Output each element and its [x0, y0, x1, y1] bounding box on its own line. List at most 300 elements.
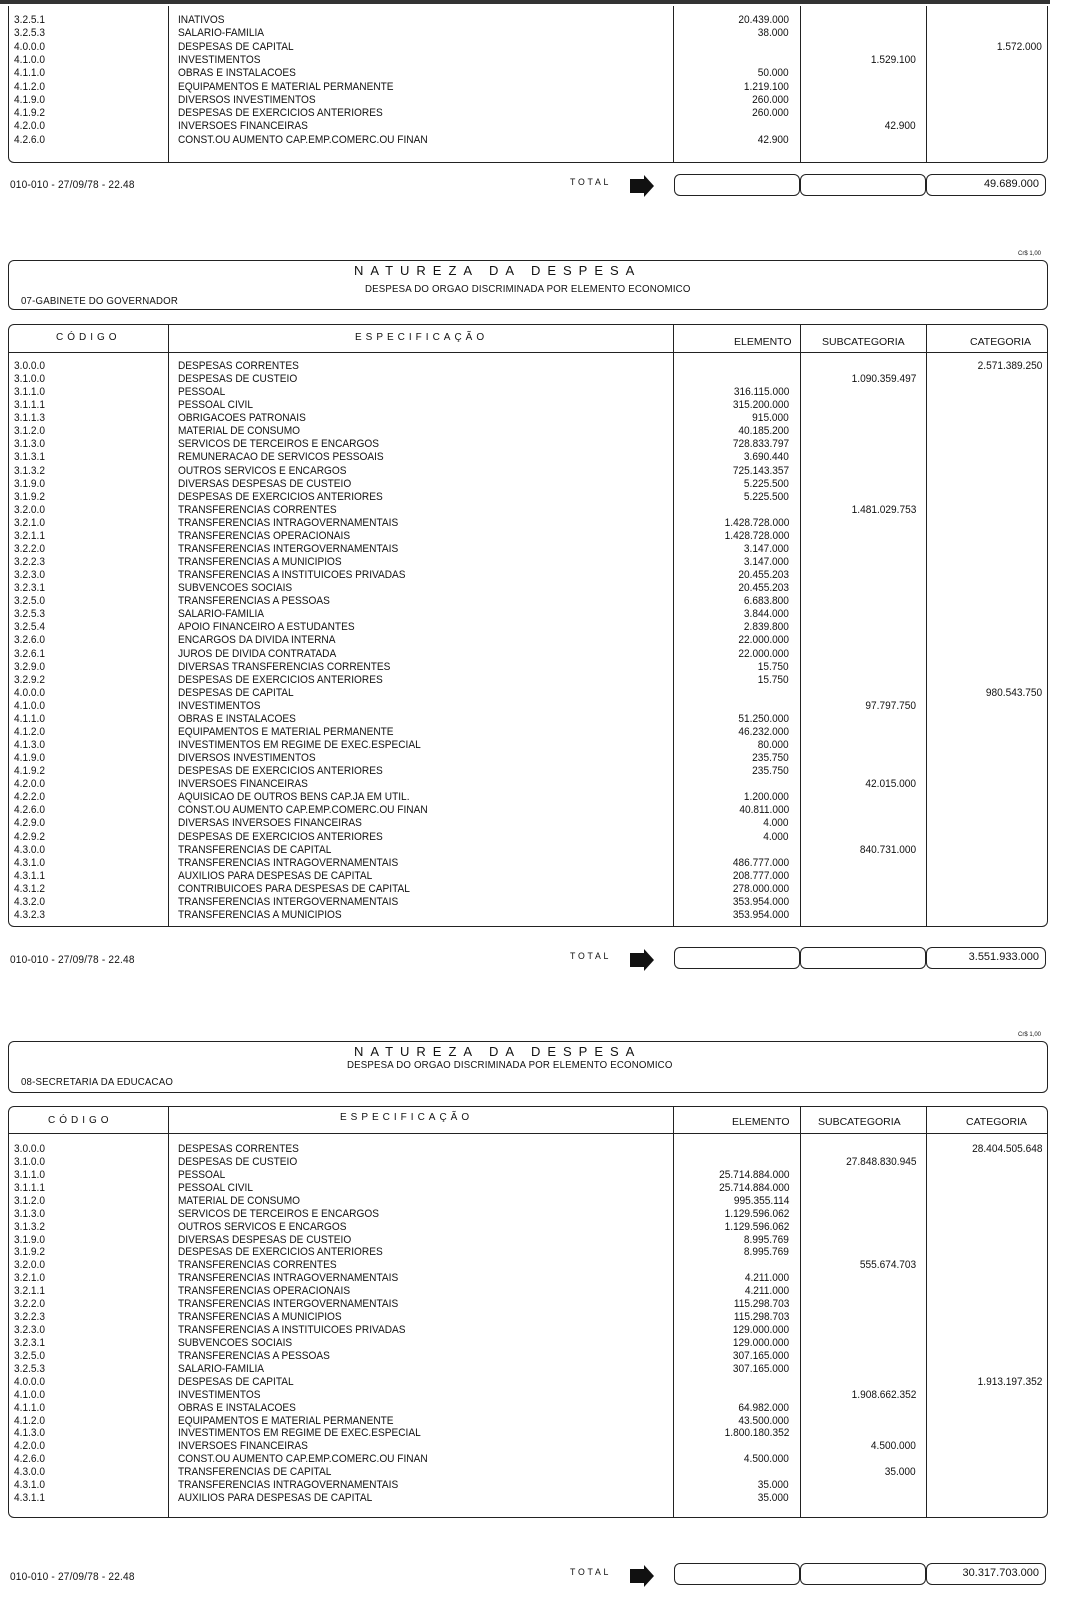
row-especificacao: DESPESAS DE EXERCICIOS ANTERIORES [178, 830, 383, 843]
row-elemento: 3.844.000 [743, 608, 789, 621]
row-codigo: 3.0.0.0 [14, 1143, 45, 1155]
row-elemento: 8.995.769 [743, 1233, 789, 1246]
row-especificacao: OBRAS E INSTALACOES [178, 1401, 296, 1414]
row-codigo: 4.0.0.0 [14, 1375, 45, 1388]
row-codigo: 3.2.1.0 [14, 516, 45, 529]
row-subcategoria: 1.481.029.753 [851, 503, 916, 516]
row-elemento: 20.439.000 [738, 14, 789, 26]
table-row [0, 41, 1072, 54]
column-header-elemento: ELEMENTO [732, 1116, 790, 1128]
table-row [0, 909, 1072, 922]
row-especificacao: INVESTIMENTOS EM REGIME DE EXEC.ESPECIAL [178, 739, 421, 752]
row-especificacao: DIVERSOS INVESTIMENTOS [178, 752, 316, 765]
report-footer-id: 010-010 - 27/09/78 - 22.48 [10, 954, 135, 966]
currency-unit: Cr$ 1,00 [1018, 251, 1042, 257]
row-elemento: 3.147.000 [743, 542, 789, 555]
table-row [0, 1195, 1072, 1208]
row-subcategoria: 555.674.703 [859, 1259, 916, 1272]
row-especificacao: EQUIPAMENTOS E MATERIAL PERMANENTE [178, 80, 394, 93]
table-row [0, 27, 1072, 40]
table-row [0, 739, 1072, 752]
row-especificacao: SUBVENCOES SOCIAIS [178, 1336, 293, 1349]
row-elemento: 307.165.000 [732, 1349, 789, 1362]
table-row [0, 648, 1072, 661]
table-row [0, 1311, 1072, 1324]
row-subcategoria: 42.900 [885, 120, 916, 133]
row-especificacao: DIVERSAS DESPESAS DE CUSTEIO [178, 1233, 352, 1246]
row-elemento: 316.115.000 [733, 386, 789, 399]
report-title: NATUREZA DA DESPESA [354, 263, 642, 278]
row-elemento: 235.750 [752, 765, 789, 778]
row-elemento: 3.147.000 [743, 556, 789, 569]
row-elemento: 20.455.203 [738, 582, 789, 595]
total-categoria-box [926, 174, 1046, 196]
row-especificacao: MATERIAL DE CONSUMO [178, 1194, 301, 1207]
row-especificacao: TRANSFERENCIAS INTRAGOVERNAMENTAIS [178, 1479, 399, 1492]
orgao-label: 07-GABINETE DO GOVERNADOR [21, 295, 179, 307]
row-codigo: 4.0.0.0 [14, 686, 45, 699]
table-row [0, 687, 1072, 700]
currency-unit: Cr$ 1,00 [1018, 1032, 1042, 1038]
table-row [0, 1246, 1072, 1259]
row-subcategoria: 1.529.100 [870, 53, 916, 66]
row-codigo: 4.1.9.2 [14, 107, 45, 120]
row-codigo: 3.2.3.0 [14, 569, 45, 582]
row-codigo: 4.1.0.0 [14, 53, 45, 66]
row-codigo: 4.2.0.0 [14, 120, 45, 133]
row-codigo: 4.3.1.2 [14, 882, 45, 895]
row-especificacao: PESSOAL [178, 1168, 226, 1181]
table-row [0, 713, 1072, 726]
row-codigo: 3.1.3.0 [14, 438, 45, 451]
table-row [0, 1492, 1072, 1505]
row-codigo: 4.1.9.2 [14, 765, 45, 778]
column-header-codigo: CÓDIGO [56, 332, 121, 343]
row-codigo: 4.2.0.0 [14, 778, 45, 791]
table-row [0, 465, 1072, 478]
row-subcategoria: 35.000 [885, 1466, 916, 1479]
report-footer-id: 010-010 - 27/09/78 - 22.48 [10, 179, 135, 191]
row-codigo: 4.1.9.0 [14, 93, 45, 106]
row-especificacao: OBRAS E INSTALACOES [178, 712, 296, 725]
row-especificacao: SALARIO-FAMILIA [178, 1362, 265, 1375]
row-codigo: 4.1.1.0 [14, 67, 45, 80]
row-especificacao: EQUIPAMENTOS E MATERIAL PERMANENTE [178, 725, 394, 738]
row-especificacao: TRANSFERENCIAS OPERACIONAIS [178, 529, 351, 542]
total-categoria-box [926, 1563, 1046, 1585]
row-codigo: 3.2.3.1 [14, 1336, 45, 1349]
row-categoria: 980.543.750 [985, 686, 1042, 699]
row-elemento: 22.000.000 [738, 634, 789, 647]
row-elemento: 129.000.000 [732, 1324, 789, 1337]
row-elemento: 1.428.728.000 [724, 529, 789, 542]
table-row [0, 1376, 1072, 1389]
table-row [0, 107, 1072, 120]
header-divider [8, 1133, 1048, 1134]
total-value: 3.551.933.000 [968, 951, 1039, 963]
row-elemento: 4.000 [763, 817, 789, 830]
row-codigo: 3.1.1.1 [14, 1181, 45, 1194]
row-subcategoria: 97.797.750 [865, 699, 916, 712]
row-elemento: 42.900 [758, 133, 789, 146]
row-codigo: 3.2.5.1 [14, 14, 45, 26]
row-elemento: 5.225.500 [743, 490, 789, 503]
table-row [0, 608, 1072, 621]
row-codigo: 3.2.1.0 [14, 1272, 45, 1285]
row-especificacao: OBRIGACOES PATRONAIS [178, 412, 306, 425]
row-codigo: 3.2.1.1 [14, 529, 45, 542]
table-row [0, 1169, 1072, 1182]
row-especificacao: TRANSFERENCIAS A MUNICIPIOS [178, 1311, 342, 1324]
table-row [0, 14, 1072, 27]
row-subcategoria: 42.015.000 [865, 778, 916, 791]
table-row [0, 896, 1072, 909]
row-elemento: 725.143.357 [732, 464, 789, 477]
table-row [0, 438, 1072, 451]
row-codigo: 3.2.5.3 [14, 27, 45, 40]
table-row [0, 857, 1072, 870]
row-especificacao: INVESTIMENTOS [178, 699, 261, 712]
row-elemento: 20.455.203 [738, 569, 789, 582]
row-elemento: 486.777.000 [732, 856, 789, 869]
row-codigo: 3.2.0.0 [14, 1259, 45, 1272]
row-especificacao: TRANSFERENCIAS INTERGOVERNAMENTAIS [178, 895, 399, 908]
table-row [0, 1389, 1072, 1402]
row-elemento: 3.690.440 [743, 451, 789, 464]
row-elemento: 915.000 [752, 412, 789, 425]
table-row [0, 765, 1072, 778]
row-especificacao: DIVERSOS INVESTIMENTOS [178, 93, 316, 106]
table-row [0, 1143, 1072, 1156]
row-codigo: 3.1.3.0 [14, 1207, 45, 1220]
row-especificacao: AUXILIOS PARA DESPESAS DE CAPITAL [178, 1492, 373, 1505]
table-row [0, 582, 1072, 595]
row-especificacao: CONST.OU AUMENTO CAP.EMP.COMERC.OU FINAN [178, 804, 428, 817]
row-especificacao: SALARIO-FAMILIA [178, 27, 265, 40]
table-row [0, 373, 1072, 386]
column-header-categoria: CATEGORIA [966, 1116, 1028, 1128]
row-codigo: 4.2.6.0 [14, 804, 45, 817]
row-subcategoria: 1.908.662.352 [851, 1388, 916, 1401]
row-especificacao: MATERIAL DE CONSUMO [178, 425, 301, 438]
row-especificacao: TRANSFERENCIAS INTRAGOVERNAMENTAIS [178, 1272, 399, 1285]
row-especificacao: TRANSFERENCIAS CORRENTES [178, 1259, 337, 1272]
row-especificacao: TRANSFERENCIAS CORRENTES [178, 503, 337, 516]
row-especificacao: DIVERSAS DESPESAS DE CUSTEIO [178, 477, 352, 490]
column-header-elemento: ELEMENTO [734, 336, 792, 348]
arrow-right-icon [630, 953, 644, 967]
row-elemento: 995.355.114 [733, 1194, 789, 1207]
row-codigo: 3.1.1.3 [14, 412, 45, 425]
row-especificacao: PESSOAL CIVIL [178, 399, 254, 412]
row-codigo: 3.2.9.0 [14, 660, 45, 673]
row-especificacao: CONST.OU AUMENTO CAP.EMP.COMERC.OU FINAN [178, 1453, 428, 1466]
row-especificacao: DIVERSAS INVERSOES FINANCEIRAS [178, 817, 362, 830]
row-especificacao: TRANSFERENCIAS DE CAPITAL [178, 1466, 332, 1479]
row-elemento: 40.811.000 [739, 804, 789, 817]
row-elemento: 353.954.000 [732, 908, 789, 921]
row-especificacao: OUTROS SERVICOS E ENCARGOS [178, 1220, 347, 1233]
row-especificacao: INATIVOS [178, 14, 225, 26]
table-row [0, 134, 1072, 147]
row-especificacao: AUXILIOS PARA DESPESAS DE CAPITAL [178, 869, 373, 882]
row-elemento: 115.298.703 [733, 1298, 789, 1311]
row-categoria: 1.913.197.352 [977, 1375, 1042, 1388]
row-especificacao: DESPESAS DE EXERCICIOS ANTERIORES [178, 107, 383, 120]
column-header-especificacao: ESPECIFICAÇÃO [355, 332, 489, 343]
row-especificacao: DESPESAS DE EXERCICIOS ANTERIORES [178, 490, 383, 503]
row-especificacao: TRANSFERENCIAS INTERGOVERNAMENTAIS [178, 1298, 399, 1311]
row-codigo: 4.3.0.0 [14, 1466, 45, 1479]
row-elemento: 208.777.000 [732, 869, 789, 882]
table-row [0, 1156, 1072, 1169]
row-especificacao: TRANSFERENCIAS A INSTITUICOES PRIVADAS [178, 569, 406, 582]
table-row [0, 634, 1072, 647]
table-row [0, 1415, 1072, 1428]
row-codigo: 3.2.5.0 [14, 1349, 45, 1362]
row-especificacao: TRANSFERENCIAS A MUNICIPIOS [178, 908, 342, 921]
table-row [0, 1479, 1072, 1492]
row-especificacao: TRANSFERENCIAS INTRAGOVERNAMENTAIS [178, 516, 399, 529]
row-codigo: 4.3.2.0 [14, 895, 45, 908]
row-elemento: 15.750 [758, 673, 789, 686]
row-elemento: 51.250.000 [738, 712, 789, 725]
table-row [0, 1440, 1072, 1453]
top-edge-line [0, 0, 1050, 4]
table-row [0, 595, 1072, 608]
total-elemento-box [674, 174, 800, 196]
row-codigo: 3.2.2.0 [14, 542, 45, 555]
row-codigo: 4.3.2.3 [14, 908, 45, 921]
row-codigo: 4.3.1.0 [14, 856, 45, 869]
row-codigo: 3.1.1.0 [14, 386, 45, 399]
row-codigo: 4.3.1.1 [14, 1492, 45, 1505]
row-especificacao: INVESTIMENTOS [178, 53, 261, 66]
table-row [0, 1453, 1072, 1466]
table-row [0, 67, 1072, 80]
row-elemento: 64.982.000 [738, 1401, 789, 1414]
row-especificacao: DESPESAS CORRENTES [178, 360, 299, 372]
row-elemento: 6.683.800 [743, 595, 789, 608]
row-codigo: 4.2.9.2 [14, 830, 45, 843]
row-codigo: 4.1.1.0 [14, 712, 45, 725]
row-especificacao: INVESTIMENTOS EM REGIME DE EXEC.ESPECIAL [178, 1427, 421, 1440]
row-especificacao: DESPESAS DE CUSTEIO [178, 373, 298, 386]
row-subcategoria: 4.500.000 [870, 1440, 916, 1453]
row-codigo: 4.3.1.1 [14, 869, 45, 882]
row-elemento: 260.000 [752, 107, 789, 120]
row-codigo: 3.2.5.3 [14, 608, 45, 621]
row-codigo: 3.1.2.0 [14, 425, 45, 438]
row-elemento: 38.000 [758, 27, 789, 40]
row-especificacao: INVERSOES FINANCEIRAS [178, 1440, 308, 1453]
table-row [0, 804, 1072, 817]
table-row [0, 1272, 1072, 1285]
row-especificacao: TRANSFERENCIAS INTRAGOVERNAMENTAIS [178, 856, 399, 869]
row-especificacao: TRANSFERENCIAS A MUNICIPIOS [178, 556, 342, 569]
row-codigo: 4.1.0.0 [14, 699, 45, 712]
row-especificacao: DESPESAS DE CAPITAL [178, 1375, 294, 1388]
row-elemento: 260.000 [752, 93, 789, 106]
total-subcategoria-box [800, 174, 926, 196]
row-especificacao: JUROS DE DIVIDA CONTRATADA [178, 647, 337, 660]
row-elemento: 278.000.000 [732, 882, 789, 895]
row-especificacao: AQUISICAO DE OUTROS BENS CAP.JA EM UTIL. [178, 791, 410, 804]
row-especificacao: TRANSFERENCIAS DE CAPITAL [178, 843, 332, 856]
row-especificacao: TRANSFERENCIAS A PESSOAS [178, 1349, 330, 1362]
row-categoria: 1.572.000 [996, 40, 1042, 53]
row-elemento: 40.185.200 [738, 425, 789, 438]
row-codigo: 3.2.9.2 [14, 673, 45, 686]
total-categoria-box [926, 947, 1046, 969]
row-codigo: 4.0.0.0 [14, 40, 45, 53]
row-codigo: 3.2.5.4 [14, 621, 45, 634]
table-row [0, 1221, 1072, 1234]
row-codigo: 3.1.3.1 [14, 451, 45, 464]
row-elemento: 315.200.000 [732, 399, 789, 412]
table-row [0, 883, 1072, 896]
row-elemento: 35.000 [758, 1479, 789, 1492]
table-row [0, 425, 1072, 438]
total-value: 49.689.000 [983, 178, 1039, 190]
table-row [0, 386, 1072, 399]
table-row [0, 621, 1072, 634]
total-elemento-box [674, 947, 800, 969]
row-elemento: 4.211.000 [744, 1285, 789, 1298]
table-row [0, 817, 1072, 830]
row-elemento: 129.000.000 [732, 1336, 789, 1349]
table-row [0, 870, 1072, 883]
table-row [0, 791, 1072, 804]
row-especificacao: TRANSFERENCIAS A INSTITUICOES PRIVADAS [178, 1324, 406, 1337]
table-row [0, 1402, 1072, 1415]
row-codigo: 4.1.2.0 [14, 80, 45, 93]
row-codigo: 3.2.5.3 [14, 1362, 45, 1375]
total-subcategoria-box [800, 947, 926, 969]
table-row [0, 517, 1072, 530]
column-header-codigo: CÓDIGO [48, 1115, 113, 1126]
table-row [0, 478, 1072, 491]
row-codigo: 3.1.2.0 [14, 1194, 45, 1207]
row-elemento: 15.750 [758, 660, 789, 673]
row-especificacao: DESPESAS DE CUSTEIO [178, 1155, 298, 1168]
table-row [0, 674, 1072, 687]
row-codigo: 4.2.9.0 [14, 817, 45, 830]
row-elemento: 4.211.000 [744, 1272, 789, 1285]
row-codigo: 3.1.0.0 [14, 1155, 45, 1168]
row-codigo: 4.1.1.0 [14, 1401, 45, 1414]
row-especificacao: DESPESAS DE CAPITAL [178, 686, 294, 699]
table-row [0, 399, 1072, 412]
row-especificacao: SUBVENCOES SOCIAIS [178, 582, 293, 595]
report-header-box [8, 260, 1048, 310]
row-elemento: 5.225.500 [743, 477, 789, 490]
row-especificacao: DIVERSAS TRANSFERENCIAS CORRENTES [178, 660, 391, 673]
row-codigo: 3.2.6.0 [14, 634, 45, 647]
table-row [0, 1324, 1072, 1337]
row-elemento: 25.714.884.000 [718, 1181, 789, 1194]
row-especificacao: SALARIO-FAMILIA [178, 608, 265, 621]
row-especificacao: TRANSFERENCIAS A PESSOAS [178, 595, 330, 608]
table-row [0, 94, 1072, 107]
table-row [0, 1337, 1072, 1350]
total-elemento-box [674, 1563, 800, 1585]
total-value: 30.317.703.000 [962, 1567, 1039, 1579]
row-codigo: 4.2.6.0 [14, 1453, 45, 1466]
row-codigo: 4.3.0.0 [14, 843, 45, 856]
row-especificacao: TRANSFERENCIAS OPERACIONAIS [178, 1285, 351, 1298]
table-row [0, 1182, 1072, 1195]
row-especificacao: SERVICOS DE TERCEIROS E ENCARGOS [178, 438, 379, 451]
row-especificacao: OBRAS E INSTALACOES [178, 67, 296, 80]
row-elemento: 1.219.100 [743, 80, 789, 93]
column-header-categoria: CATEGORIA [970, 336, 1032, 348]
row-codigo: 4.1.2.0 [14, 1414, 45, 1427]
column-header-subcategoria: SUBCATEGORIA [822, 336, 905, 348]
report-footer-id: 010-010 - 27/09/78 - 22.48 [10, 1571, 135, 1583]
row-elemento: 1.129.596.062 [724, 1220, 789, 1233]
table-row [0, 491, 1072, 504]
row-codigo: 4.3.1.0 [14, 1479, 45, 1492]
row-codigo: 4.1.9.0 [14, 752, 45, 765]
row-elemento: 46.232.000 [738, 725, 789, 738]
table-row [0, 412, 1072, 425]
row-especificacao: CONST.OU AUMENTO CAP.EMP.COMERC.OU FINAN [178, 133, 428, 146]
row-categoria: 2.571.389.250 [977, 360, 1042, 372]
row-subcategoria: 1.090.359.497 [851, 373, 916, 386]
total-subcategoria-box [800, 1563, 926, 1585]
row-elemento: 25.714.884.000 [718, 1168, 789, 1181]
table-row [0, 451, 1072, 464]
row-elemento: 8.995.769 [743, 1246, 789, 1259]
table-row [0, 504, 1072, 517]
row-elemento: 50.000 [758, 67, 789, 80]
row-especificacao: DESPESAS DE EXERCICIOS ANTERIORES [178, 765, 383, 778]
row-especificacao: APOIO FINANCEIRO A ESTUDANTES [178, 621, 355, 634]
row-codigo: 3.2.0.0 [14, 503, 45, 516]
row-especificacao: REMUNERACAO DE SERVICOS PESSOAIS [178, 451, 384, 464]
table-row [0, 844, 1072, 857]
row-codigo: 3.1.0.0 [14, 373, 45, 386]
table-row [0, 543, 1072, 556]
table-row [0, 1363, 1072, 1376]
table-row [0, 831, 1072, 844]
table-row [0, 360, 1072, 373]
orgao-label: 08-SECRETARIA DA EDUCACAO [21, 1076, 174, 1088]
table-row [0, 1298, 1072, 1311]
row-codigo: 4.1.3.0 [14, 739, 45, 752]
row-subcategoria: 840.731.000 [859, 843, 916, 856]
table-row [0, 778, 1072, 791]
row-codigo: 4.2.6.0 [14, 133, 45, 146]
row-codigo: 4.2.2.0 [14, 791, 45, 804]
table-row [0, 1234, 1072, 1247]
row-codigo: 3.1.3.2 [14, 1220, 45, 1233]
row-elemento: 1.200.000 [743, 791, 789, 804]
row-codigo: 4.1.0.0 [14, 1388, 45, 1401]
row-elemento: 22.000.000 [738, 647, 789, 660]
table-row [0, 1285, 1072, 1298]
row-codigo: 3.1.1.1 [14, 399, 45, 412]
table-row [0, 1350, 1072, 1363]
row-elemento: 115.298.703 [733, 1311, 789, 1324]
row-elemento: 235.750 [752, 752, 789, 765]
report-header-box [8, 1041, 1048, 1093]
total-label: TOTAL [570, 951, 612, 962]
row-elemento: 43.500.000 [738, 1414, 789, 1427]
row-elemento: 353.954.000 [732, 895, 789, 908]
row-especificacao: TRANSFERENCIAS INTERGOVERNAMENTAIS [178, 542, 399, 555]
